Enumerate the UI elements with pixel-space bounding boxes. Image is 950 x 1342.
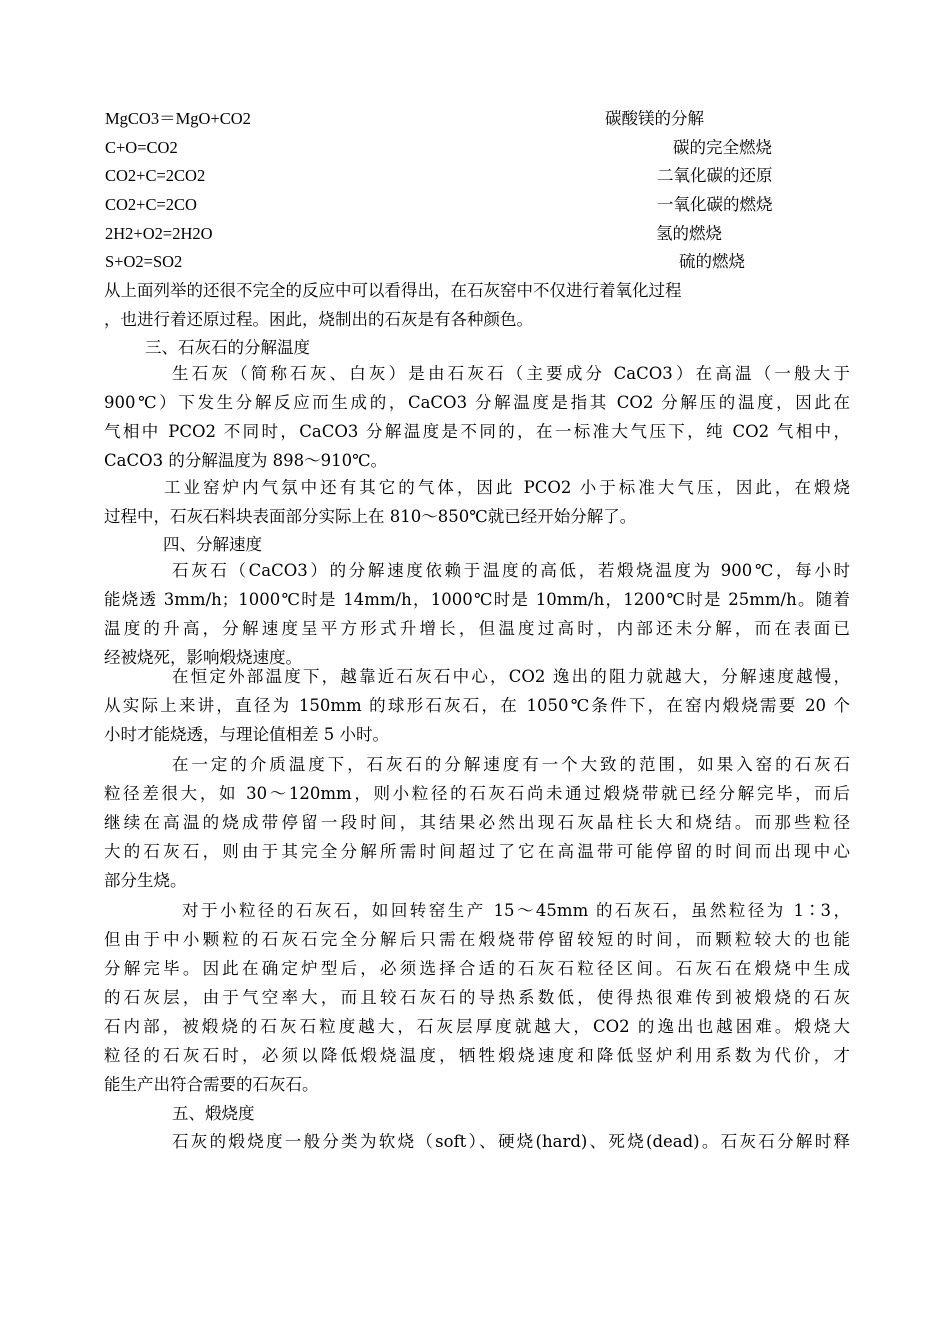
paragraph-line: 但由于中小颗粒的石灰石完全分解后只需在煅烧带停留较短的时间，而颗粒较大的也能: [104, 930, 850, 949]
section-heading: 五、煅烧度: [172, 1104, 255, 1123]
paragraph-line: 石灰的煅烧度一般分类为软烧（soft）、硬烧(hard)、死烧(dead)。石灰石分解时释: [172, 1132, 850, 1151]
equation-description: 一氧化碳的燃烧: [657, 195, 773, 214]
paragraph-line: 大的石灰石，则由于其完全分解所需时间超过了它在高温带可能停留的时间而出现中心: [104, 842, 850, 861]
equation-description: 硫的燃烧: [679, 252, 745, 271]
paragraph-line: 的石灰层，由于气空率大，而且较石灰石的导热系数低，使得热很难传到被煅烧的石灰: [104, 988, 850, 1007]
paragraph-line: 能生产出符合需要的石灰石。: [104, 1075, 319, 1094]
section-heading: 三、石灰石的分解温度: [145, 338, 310, 357]
paragraph-line: 粒径的石灰石时，必须以降低煅烧温度，牺牲煅烧速度和降低竖炉利用系数为代价，才: [104, 1046, 850, 1065]
paragraph-line: 900℃）下发生分解反应而生成的，CaCO3 分解温度是指其 CO2 分解压的温度，因此在: [104, 393, 850, 412]
summary-line: 从上面列举的还很不完全的反应中可以看得出，在石灰窑中不仅进行着氧化过程: [104, 281, 682, 300]
paragraph-line: 温度的升高，分解速度呈平方形式升增长，但温度过高时，内部还未分解，而在表面已: [104, 619, 850, 638]
equation-formula: CO2+C=2CO: [105, 195, 197, 214]
equation-description: 氢的燃烧: [656, 224, 722, 243]
paragraph-line: 在一定的介质温度下，石灰石的分解速度有一个大致的范围，如果入窑的石灰石: [172, 755, 850, 774]
summary-line: ，也进行着还原过程。困此，烧制出的石灰是有各种颜色。: [104, 310, 533, 329]
equation-formula: C+O=CO2: [105, 138, 178, 157]
equation-description: 碳酸镁的分解: [605, 109, 704, 128]
equation-description: 碳的完全燃烧: [673, 138, 772, 157]
paragraph-line: 石内部，被煅烧的石灰石粒度越大，石灰层厚度就越大，CO2 的逸出也越困难。煅烧大: [104, 1017, 850, 1036]
paragraph-line: 生石灰（简称石灰、白灰）是由石灰石（主要成分 CaCO3）在高温（一般大于: [172, 364, 850, 383]
paragraph-line: 对于小粒径的石灰石，如回转窑生产 15～45mm 的石灰石，虽然粒径为 1∶3，: [182, 901, 850, 920]
section-heading: 四、分解速度: [163, 535, 262, 554]
paragraph-line: 粒径差很大，如 30～120mm，则小粒径的石灰石尚未通过煅烧带就已经分解完毕，而后: [104, 784, 850, 803]
paragraph-line: 能烧透 3mm/h；1000℃时是 14mm/h，1000℃时是 10mm/h，1200℃时是 25mm/h。随着: [104, 590, 850, 609]
paragraph-line: 气相中 PCO2 不同时，CaCO3 分解温度是不同的，在一标准大气压下，纯 CO2 气相中，: [104, 422, 850, 441]
equation-formula: S+O2=SO2: [105, 252, 183, 271]
equation-formula: CO2+C=2CO2: [105, 166, 206, 185]
paragraph-line: 在恒定外部温度下，越靠近石灰石中心，CO2 逸出的阻力就越大，分解速度越慢，: [172, 667, 850, 686]
paragraph-line: 从实际上来讲，直径为 150mm 的球形石灰石，在 1050℃条件下，在窑内煅烧需要 20 个: [104, 696, 850, 715]
paragraph-line: 工业窑炉内气氛中还有其它的气体，因此 PCO2 小于标准大气压，因此，在煅烧: [164, 478, 850, 497]
paragraph-line: 分解完毕。因此在确定炉型后，必须选择合适的石灰石粒径区间。石灰石在煅烧中生成: [104, 959, 850, 978]
equation-formula: 2H2+O2=2H2O: [105, 224, 213, 243]
paragraph-line: 石灰石（CaCO3）的分解速度依赖于温度的高低，若煅烧温度为 900℃，每小时: [172, 561, 850, 580]
paragraph-line: 部分生烧。: [104, 871, 187, 890]
equation-formula: MgCO3＝MgO+CO2: [105, 109, 251, 128]
equation-description: 二氧化碳的还原: [657, 166, 773, 185]
paragraph-line: 继续在高温的烧成带停留一段时间，其结果必然出现石灰晶柱长大和烧结。而那些粒径: [104, 813, 850, 832]
paragraph-line: 小时才能烧透，与理论值相差 5 小时。: [104, 725, 389, 744]
paragraph-line: 过程中，石灰石料块表面部分实际上在 810～850℃就已经开始分解了。: [104, 507, 637, 526]
paragraph-line: CaCO3 的分解温度为 898～910℃。: [104, 451, 388, 470]
paragraph-line: 经被烧死，影响煅烧速度。: [104, 648, 302, 667]
